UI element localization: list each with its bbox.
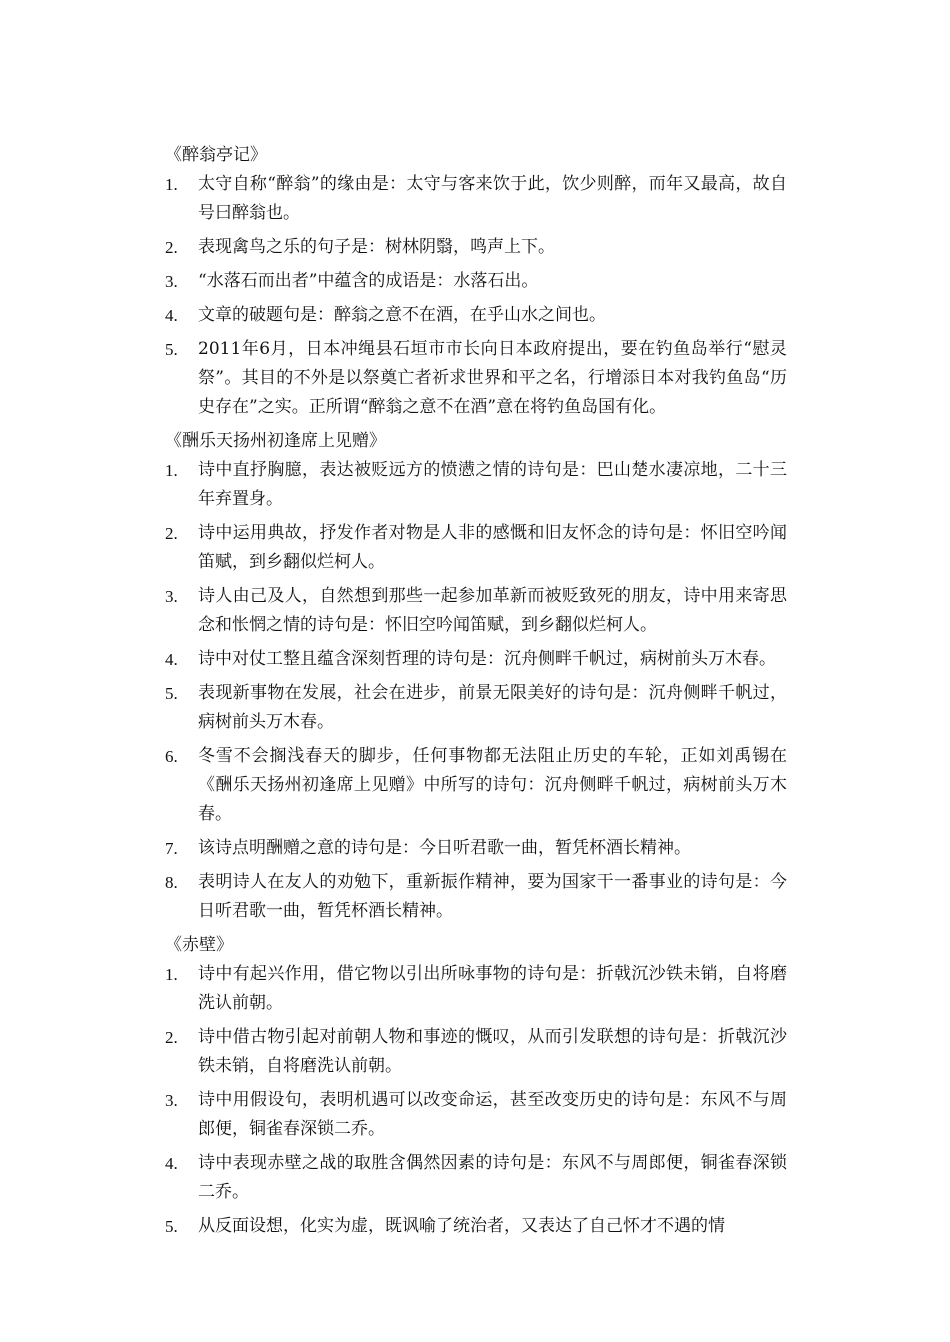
list-item [165,335,787,422]
list-item-text: 2011年6月，日本冲绳县石垣市市长向日本政府提出，要在钓鱼岛举行“慰灵祭”。其目的不外是以祭奠亡者祈求世界和平之名，行增添日本对我钓鱼岛“历史存在”之实。正所谓“醉翁之意不在酒”意在将钓鱼岛国有化。 [198,339,787,417]
list-item-text: 该诗点明酬赠之意的诗句是：今日听君歌一曲，暂凭杯酒长精神。 [198,838,691,858]
list-item-number: 1. [165,965,178,984]
list-item-number: 3. [165,1091,178,1110]
list-item-number: 5. [165,340,178,359]
list-item-text: 诗中运用典故，抒发作者对物是人非的感慨和旧友怀念的诗句是：怀旧空吟闻笛赋，到乡翻似烂柯人。 [198,523,787,572]
list-item-number: 4. [165,306,178,325]
list-item [165,742,787,829]
list-item-number: 3. [165,587,178,606]
section-title: 《赤壁》 [165,935,233,955]
list-item-number: 6. [165,747,178,766]
section-2 [165,427,787,926]
list-item-number: 2. [165,1028,178,1047]
list-item-text: 诗人由己及人，自然想到那些一起参加革新而被贬致死的朋友，诗中用来寄思念和怅惘之情的诗句是：怀旧空吟闻笛赋，到乡翻似烂柯人。 [198,586,787,635]
list-item-text: 诗中用假设句，表明机遇可以改变命运，甚至改变历史的诗句是：东风不与周郎便，铜雀春深锁二乔。 [198,1090,787,1139]
list-item [165,1023,787,1081]
list-item [165,1149,787,1207]
list-item-text: “水落石而出者”中蕴含的成语是：水落石出。 [198,271,539,291]
list-item-text: 从反面设想，化实为虚，既讽喻了统治者，又表达了自己怀才不遇的情 [198,1216,725,1236]
list-item-text: 诗中有起兴作用，借它物以引出所咏事物的诗句是：折戟沉沙铁未销，自将磨洗认前朝。 [198,964,787,1013]
list-item-number: 7. [165,839,178,858]
section-title: 《酬乐天扬州初逢席上见赠》 [165,431,386,451]
list-item-number: 5. [165,1217,178,1236]
section-title: 《醉翁亭记》 [165,145,267,165]
list-item-text: 表明诗人在友人的劝勉下，重新振作精神，要为国家干一番事业的诗句是：今日听君歌一曲，暂凭杯酒长精神。 [198,872,787,921]
list-item [165,301,787,330]
list-item-number: 1. [165,461,178,480]
list-item [165,868,787,926]
list-item [165,170,787,228]
list-item-number: 4. [165,650,178,669]
list-item-text: 表现禽鸟之乐的句子是：树林阴翳，鸣声上下。 [198,237,555,257]
list-item-text: 诗中表现赤壁之战的取胜含偶然因素的诗句是：东风不与周郎便，铜雀春深锁二乔。 [198,1153,787,1202]
section-3 [165,931,787,1241]
list-item [165,233,787,262]
list-item [165,519,787,577]
list-item [165,1212,787,1241]
list-item-number: 4. [165,1154,178,1173]
section-1 [165,141,787,422]
list-item-number: 2. [165,524,178,543]
list-item-number: 3. [165,272,178,291]
numbered-list [165,960,787,1241]
list-item [165,1086,787,1144]
list-item-number: 1. [165,175,178,194]
list-item-text: 诗中借古物引起对前朝人物和事迹的慨叹，从而引发联想的诗句是：折戟沉沙铁未销，自将磨洗认前朝。 [198,1027,787,1076]
numbered-list [165,456,787,926]
list-item-text: 诗中对仗工整且蕴含深刻哲理的诗句是：沉舟侧畔千帆过，病树前头万木春。 [198,649,776,669]
list-item-text: 太守自称“醉翁”的缘由是：太守与客来饮于此，饮少则醉，而年又最高，故自号曰醉翁也。 [198,174,787,223]
list-item [165,679,787,737]
list-item-text: 文章的破题句是：醉翁之意不在酒，在乎山水之间也。 [198,305,606,325]
list-item-number: 5. [165,684,178,703]
list-item [165,834,787,863]
list-item-text: 诗中直抒胸臆，表达被贬远方的愤懑之情的诗句是：巴山楚水凄凉地，二十三年弃置身。 [198,460,787,509]
list-item-number: 8. [165,873,178,892]
list-item [165,645,787,674]
list-item [165,960,787,1018]
list-item-text: 冬雪不会搁浅春天的脚步，任何事物都无法阻止历史的车轮，正如刘禹锡在《酬乐天扬州初逢席上见赠》中所写的诗句：沉舟侧畔千帆过，病树前头万木春。 [198,746,787,824]
document-body [165,141,787,1246]
list-item-number: 2. [165,238,178,257]
list-item [165,456,787,514]
list-item [165,267,787,296]
numbered-list [165,170,787,422]
list-item-text: 表现新事物在发展，社会在进步，前景无限美好的诗句是：沉舟侧畔千帆过，病树前头万木春。 [198,683,787,732]
list-item [165,582,787,640]
